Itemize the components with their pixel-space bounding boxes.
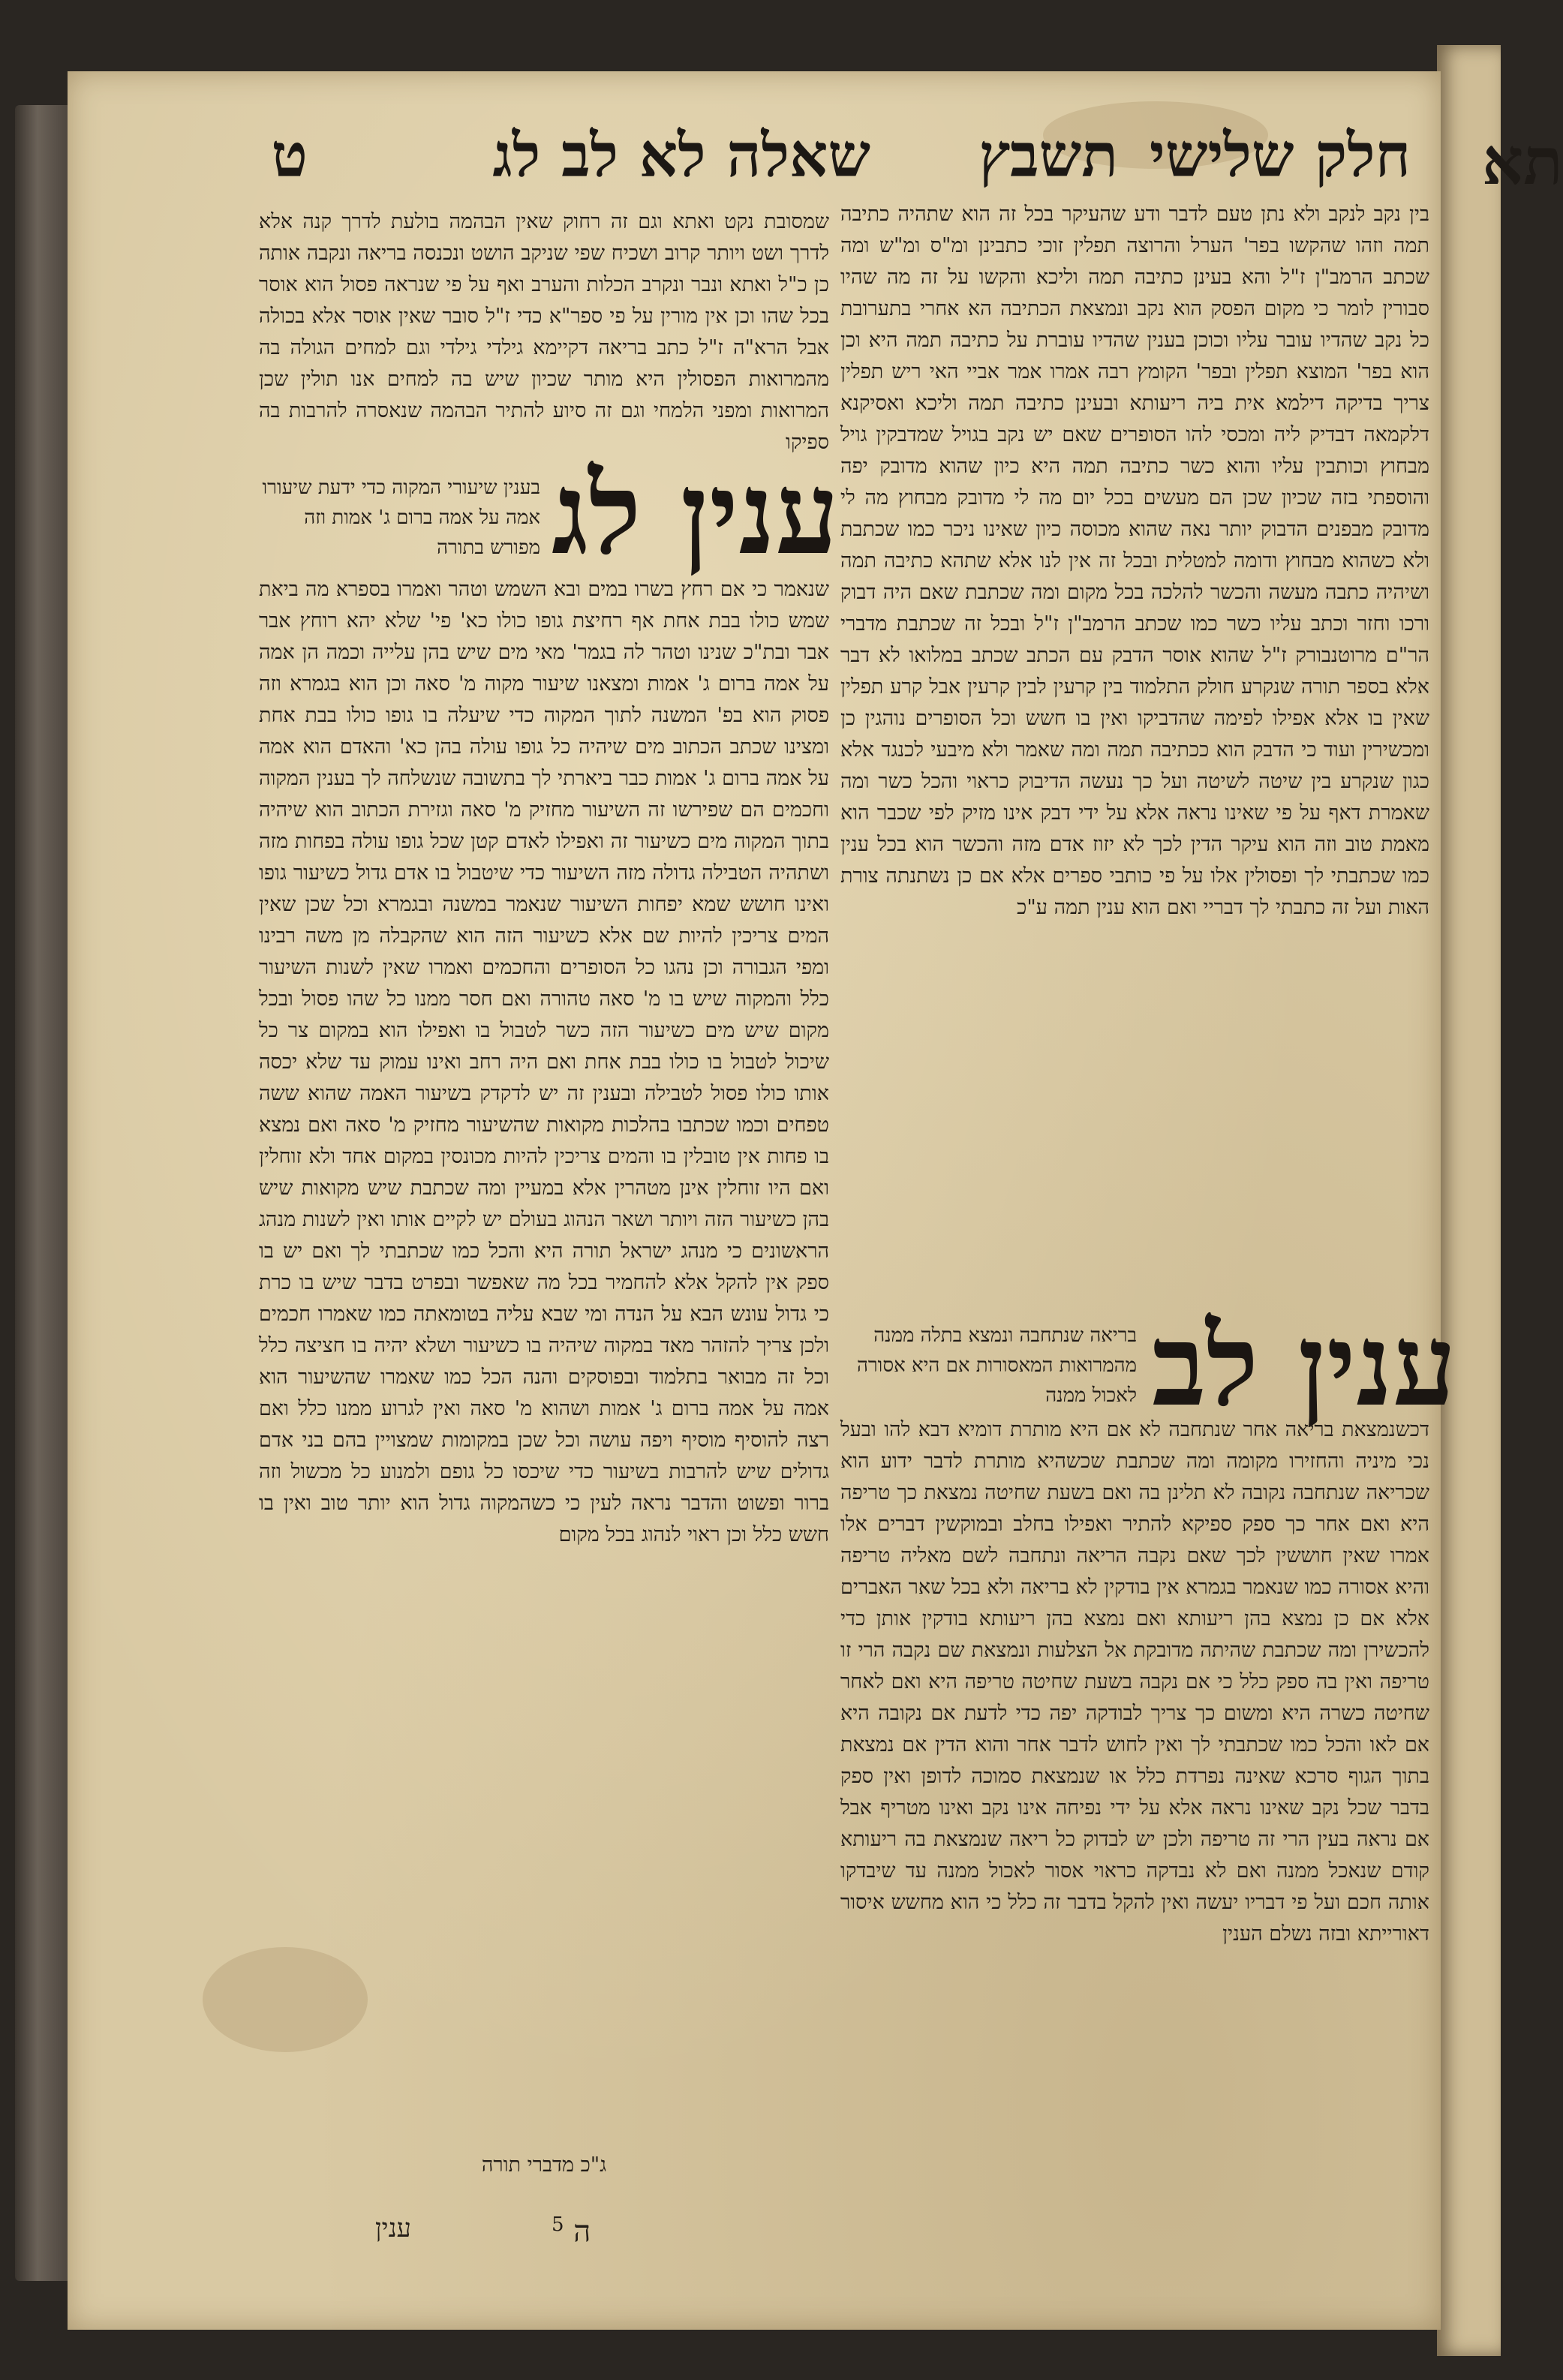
signature-number: 5 [552,2213,564,2236]
header-part: חלק שלישי [1149,120,1411,191]
header-folio: ט [271,120,308,191]
text-block: בין נקב לנקב ולא נתן טעם לדבר ודע שהעיקר בכל זה הוא שתהיה כתיבה תמה וזהו שהקשו בפר' הערל והרוצה תפלין זוכי כתבינן ומ"ס ומ"ש ומה שכתב הרמב"ן ז"ל והא בעינן כתיבה תמה וליכא והקשו על זה מה שהיו סבורין לומר כי מקום הפסק הוא נקב ונמצאת הכתיבה הא אחרי בתערובת כל נקב שהדיו עובר עליו וכוכן בענין שהדיו עוברת על כתיבה תמה היא וכן הוא בפר' המוצא תפלין ובפר' הקומץ רבה אמרו אמר אביי האי ריש תפלין צריך בדיקה דילמא אית ביה ריעותא ובעינן כתיבה תמה וליכא ואסיקנא דלקמאה דבדיק ליה ומכסי להו הסופרים שאם יש נקב בגויל שמדבקין גויל מבחוץ וכותבין עליו והוא כשר כתיבה תמה היא כיון שהוא מדובק יפה והוספתי בזה שכיון שכן הם מעשים בכל יום מה לי מדובק מבחוץ מה לי מדובק מבפנים הדבוק יותר נאה שהוא מכוסה כיון שאינו ניכר כמו שכתבת ולא כשהוא מבחוץ ודומה למטלית ובכל זה אין לנו אלא שתהא כתיבה תמה ושיהיה כתבה מעשה והכשר להלכה בכל מקום ומה שכתבת שאם היה דבוק ורכו וחזר וכתב עליו כשר כמו שכתב הרמב"ן ז"ל ובכל זה שכתבת מדברי הר"ם מרוטנבורק ז"ל שהוא אוסר הדבק עם הכתב שכתב במלואו לא דבר אלא בספר תורה שנקרע חולק התלמוד בין קרעין לבין קרעין אבל קרע תפלין שאין בו אלא אפילו לפימה שהדביקו ואין בו חשש וכל הסופרים נוהגין כן ומכשירין ועוד כי הדבק הוא ככתיבה תמה ומה שאמר ולא מיבעי לכנגד אלא כגון שנקרע בין שיטה לשיטה ועל כך נעשה הדיבוק כראוי והכל כשר ומה שאמרת דאף על פי שאינו נראה אלא על ידי דבק אינו מזיק לפי שכבר הוא מאמת טוב וזה הוא עיקר הדין לכך לא יזוז אדם מזה והכשר הוא בכל ענין כמו שכתבתי לך ופסולין אלו על פי כותבי ספרים אלא אם כן נשתנתה צורת האות ועל זה כתבתי לך דבריי ואם הוא ענין תמה ע"כ [840,203,1429,919]
section-title-lamed-gimel: ענין לג [552,448,840,580]
column-left-end [259,2150,829,2183]
book-spine [15,105,71,2281]
catchword: ענין [375,2213,411,2243]
signature-letter: ה [573,2214,591,2249]
section-subtitle-lamed-bet: בריאה שנתחבה ונמצא בתלה ממנה מהמרואות המאסורות אם היא אסורה לאכול ממנה [856,1324,1137,1407]
header-book: תשבץ [978,120,1118,191]
text-block: ג"כ מדברי תורה [481,2153,607,2177]
adjacent-page-header: תא [1482,124,1563,200]
section-title-lamed-bet: ענין לב [1152,1300,1456,1432]
text-block: שמסובת נקט ואתא וגם זה רחוק שאין הבהמה בולעת לדרך קנה אלא לדרך ושט ויותר קרוב ושכיח שפי שניקב הושט ונכנסה בריאה ונקבה אותה כן כ"ל ואתא ונבר ונקרב הכלות והערב ואף על פי שנראה פסול הוא אוסר בכל שהו וכן אין מורין על פי ספר"א כדי ז"ל סובר שאין אוסר אלא בכולה אבל הרא"ה ז"ל כתב בריאה דקיימא גילדי גילדי וגם למחים הגולה בה מהמרואות הפסולין היא מותר שכיון שיש בה למחים אנו תולין שכן המרואות ומפני הלמחי וגם זה סיוע להתיר הבהמה שנאסרה להרבות בה ספיקו [259,210,829,454]
text-block: דכשנמצאת בריאה אחר שנתחבה לא אם היא מותרת דומיא דבא להו ובעל נכי מיניה והחזירו מקומה ומה שכתבת שכשהיא מותרת לדבר ידוע הוא שכריאה שנתחבה נקובה לא תלינן בה ואם בשעת שחיטה נמצאת כך טריפה היא ואם אחר כך ספק ספיקא להתיר ואפילו בחלב ובמוקשין דברים אלו אמרו שאין חוששין לכך שאם נקבה הריאה ונתחבה לשם מאליה טריפה והיא אסורה כמו שנאמר בגמרא אין בודקין לא בריאה ולא בכל שאר האברים אלא אם כן נמצא בהן ריעותא ואם נמצא בהן ריעותא בודקין אותן כדי להכשירן ומה שכתבת שהיתה מדובקת אל הצלעות ונמצאת שם נקבה הרי זו טריפה ואין בה ספק כלל כי אם נקבה בשעת שחיטה טריפה היא ואם לאחר שחיטה כשרה היא ומשום כך צריך לבודקה יפה כדי לדעת אם נקובה היא אם לאו והכל כמו שכתבתי לך ואין לחוש לדבר אחר והוא הדין אם נמצאת בתוך הגוף סרכא שאינה נפרדת כלל או שנמצאת סמוכה לדופן ואין ספק בדבר שכל נקב שאינו נראה אלא על ידי נפיחה אינו נקב ואינו מטריף אבל אם נראה בעין הרי זה טריפה ולכן יש לבדוק כל ריאה שנמצאת בה ריעותא קודם שנאכל ממנה ואם לא נבדקה כראוי אסור לאכול ממנה עד שיבדקו אותה חכם ועל פי דבריו יעשה ואין להקל בדבר זה כלל כי הוא מחשש איסור דאורייתא ובזה נשלם הענין [840,1418,1429,1946]
text-block: שנאמר כי אם רחץ בשרו במים ובא השמש וטהר ואמרו בספרא מה ביאת שמש כולו בבת אחת אף רחיצת גופו כולו כא' פי' שלא יהא רוחץ אבר אבר ובת"כ שנינו וטהר לה בגמר' מאי מים שיש בהן עלייה וכמה הן אמה על אמה ברום ג' אמות ומצאנו שיעור מקוה מ' סאה וכן הוא בגמרא וזה פסוק הוא בפ' המשנה לתוך המקוה כדי שיעלה בו גופו כולו בבת אחת ומצינו שכתב הכתוב מים שיהיה כל גופו עולה בהן כא' והאדם הוא אמה על אמה ברום ג' אמות כבר ביארתי לך בתשובה שנשלחה לך בענין המקוה וחכמים הם שפירשו זה השיעור מחזיק מ' סאה וגזירת הכתוב הוא שיהיה בתוך המקוה מים כשיעור זה ואפילו לאדם קטן שכל גופו עולה בפחות מזה ושתהיה הטבילה גדולה מזה השיעור כדי שיטבול בו אדם גדול כשיעור גופו ואינו חושש שמא יפחות השיעור שנאמר במשנה ובגמרא וכל שכן שאין המים צריכין להיות שם אלא כשיעור הזה הוא שהקבלה מן משה רבינו ומפי הגבורה וכן נהגו כל הסופרים והחכמים ואמרו שאין לשנות השיעור כלל והמקוה שיש בו מ' סאה טהורה ואם חסר ממנו כל שהו פסול ובכל מקום שיש מים כשיעור הזה כשר לטבול בו ואפילו הוא במקום צר כל שיכול לטבול בו כולו בבת אחת ואם היה רחב ואינו עמוק עד שלא יכסה אותו כולו פסול לטבילה ובענין זה יש לדקדק בשיעור האמה שהוא ששה טפחים וכמו שכתבו בהלכות מקואות שהשיעור מחזיק מ' סאה ואם נמצא בו פחות אין טובלין בו והמים צריכין להיות מכונסין במקום אחד ולא זוחלין ואם היו זוחלין אינן מטהרין אלא במעיין ומה שכתבת שיש מקואות שיש בהן כשיעור הזה ויותר ושאר הנהוג בעולם יש לקיים אותו ואין לשנות מנהג הראשונים כי מנהג ישראל תורה היא והכל כמו שכתבתי לך ואם יש בו ספק אין להקל אלא להחמיר בכל מה שאפשר ובפרט בדבר שיש בו כרת כי גדול עונש הבא על הנדה ומי שבא עליה בטומאתה כמו שאמרו חכמים ולכן צריך להזהר מאד במקוה שיהיה בו כשיעור ושלא יהיה בו חציצה כלל וכל זה מבואר בתלמוד ובפוסקים והנה הכל כמו שאמרו שהשיעור הוא אמה על אמה ברום ג' אמות ושהוא מ' סאה ואין לגרוע ממנו כלל ואם רצה להוסיף מוסיף ויפה עושה וכל שכן במקומות שמצויין בהם בני אדם גדולים שיש להרבות בשיעור כדי שיכסו כל גופם ולמנוע כל מכשול וזה ברור ופשוט והדבר נראה לעין כי כשהמקוה גדול הוא יותר טוב ואין בו חשש כלל וכן ראוי לנהוג בכל מקום [259,578,829,1546]
column-left-top [259,206,829,461]
adjacent-page-edge [1437,45,1563,2356]
running-header [255,120,1411,191]
signature-mark [552,2213,591,2249]
header-questions: שאלה לא לב לג [492,120,870,191]
column-right-bottom [840,1414,1429,2176]
section-subtitle-lamed-gimel: בענין שיעורי המקוה כדי ידעת שיעורו אמה על אמה ברום ג' אמות וזה מפורש בתורה [262,476,540,559]
column-left-main [259,574,829,2146]
column-right-top [840,199,1429,1313]
